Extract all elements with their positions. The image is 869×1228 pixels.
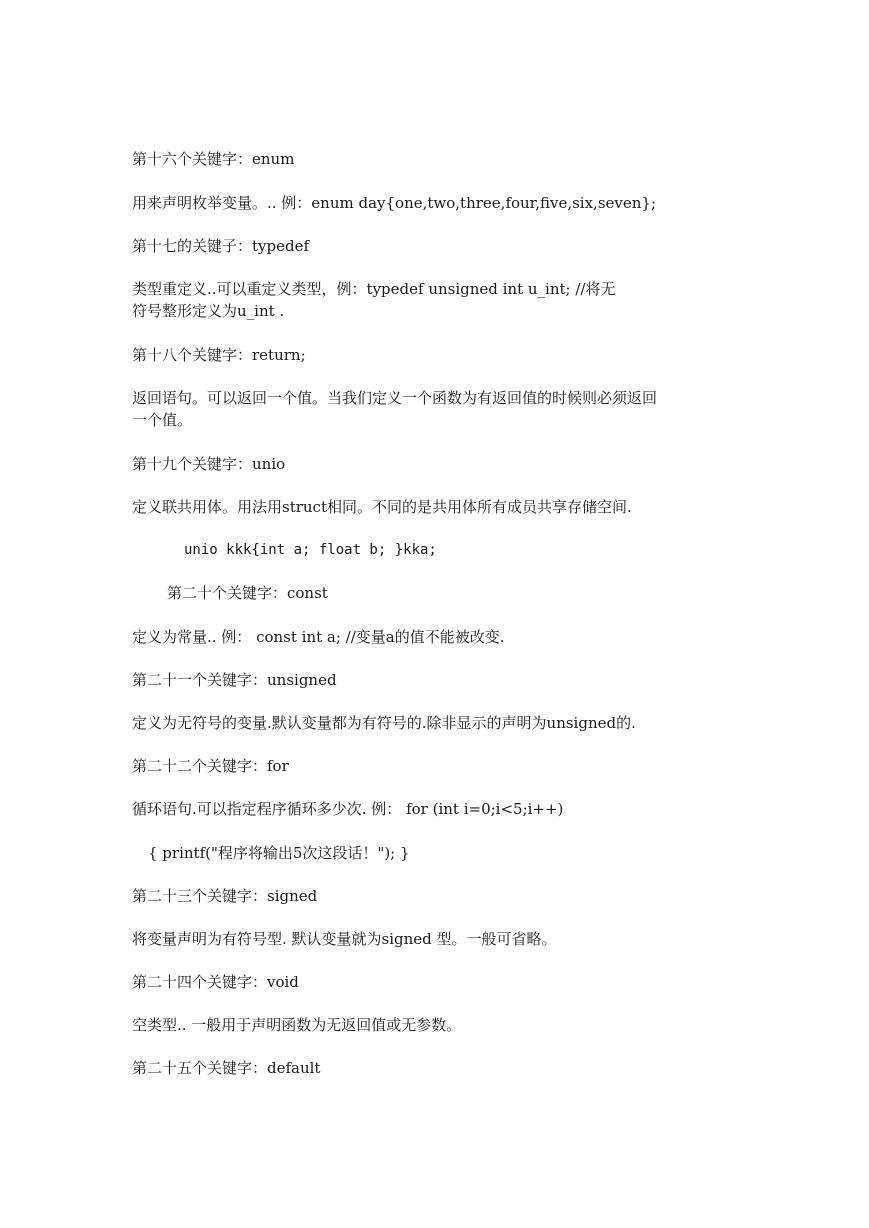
heading-keyword-20: 第二十个关键字：const	[167, 584, 328, 602]
paragraph-const: 定义为常量.. 例： const int a; //变量a的值不能被改变.	[132, 628, 505, 646]
code-for-example: { printf("程序将输出5次这段话！"); }	[148, 844, 410, 862]
heading-keyword-19: 第十九个关键字：unio	[132, 455, 286, 473]
heading-keyword-18: 第十八个关键字：return;	[132, 346, 306, 364]
paragraph-for: 循环语句.可以指定程序循环多少次. 例： for (int i=0;i<5;i++)	[132, 800, 564, 818]
heading-keyword-17: 第十七的关键子：typedef	[132, 237, 310, 255]
heading-keyword-25: 第二十五个关键字：default	[132, 1059, 321, 1077]
heading-keyword-22: 第二十二个关键字：for	[132, 757, 289, 775]
heading-keyword-24: 第二十四个关键字：void	[132, 973, 299, 991]
heading-keyword-23: 第二十三个关键字：signed	[132, 887, 318, 905]
heading-keyword-21: 第二十一个关键字：unsigned	[132, 671, 337, 689]
paragraph-signed: 将变量声明为有符号型. 默认变量就为signed 型。一般可省略。	[132, 930, 557, 948]
paragraph-return-line1: 返回语句。可以返回一个值。当我们定义一个函数为有返回值的时候则必须返回	[132, 389, 658, 407]
paragraph-union: 定义联共用体。用法用struct相同。不同的是共用体所有成员共享存储空间.	[132, 498, 632, 516]
code-union-example: unio kkk{int a; float b; }kka;	[184, 542, 437, 558]
paragraph-typedef-line1: 类型重定义..可以重定义类型，例：typedef unsigned int u_int; //将无	[132, 280, 616, 298]
heading-keyword-16: 第十六个关键字：enum	[132, 150, 295, 168]
paragraph-unsigned: 定义为无符号的变量.默认变量都为有符号的.除非显示的声明为unsigned的.	[132, 714, 636, 732]
paragraph-void: 空类型.. 一般用于声明函数为无返回值或无参数。	[132, 1016, 462, 1034]
paragraph-return-line2: 一个值。	[132, 411, 193, 429]
paragraph-typedef-line2: 符号整形定义为u_int .	[132, 302, 285, 320]
paragraph-enum: 用来声明枚举变量。.. 例：enum day{one,two,three,four,five,six,seven};	[132, 194, 657, 212]
